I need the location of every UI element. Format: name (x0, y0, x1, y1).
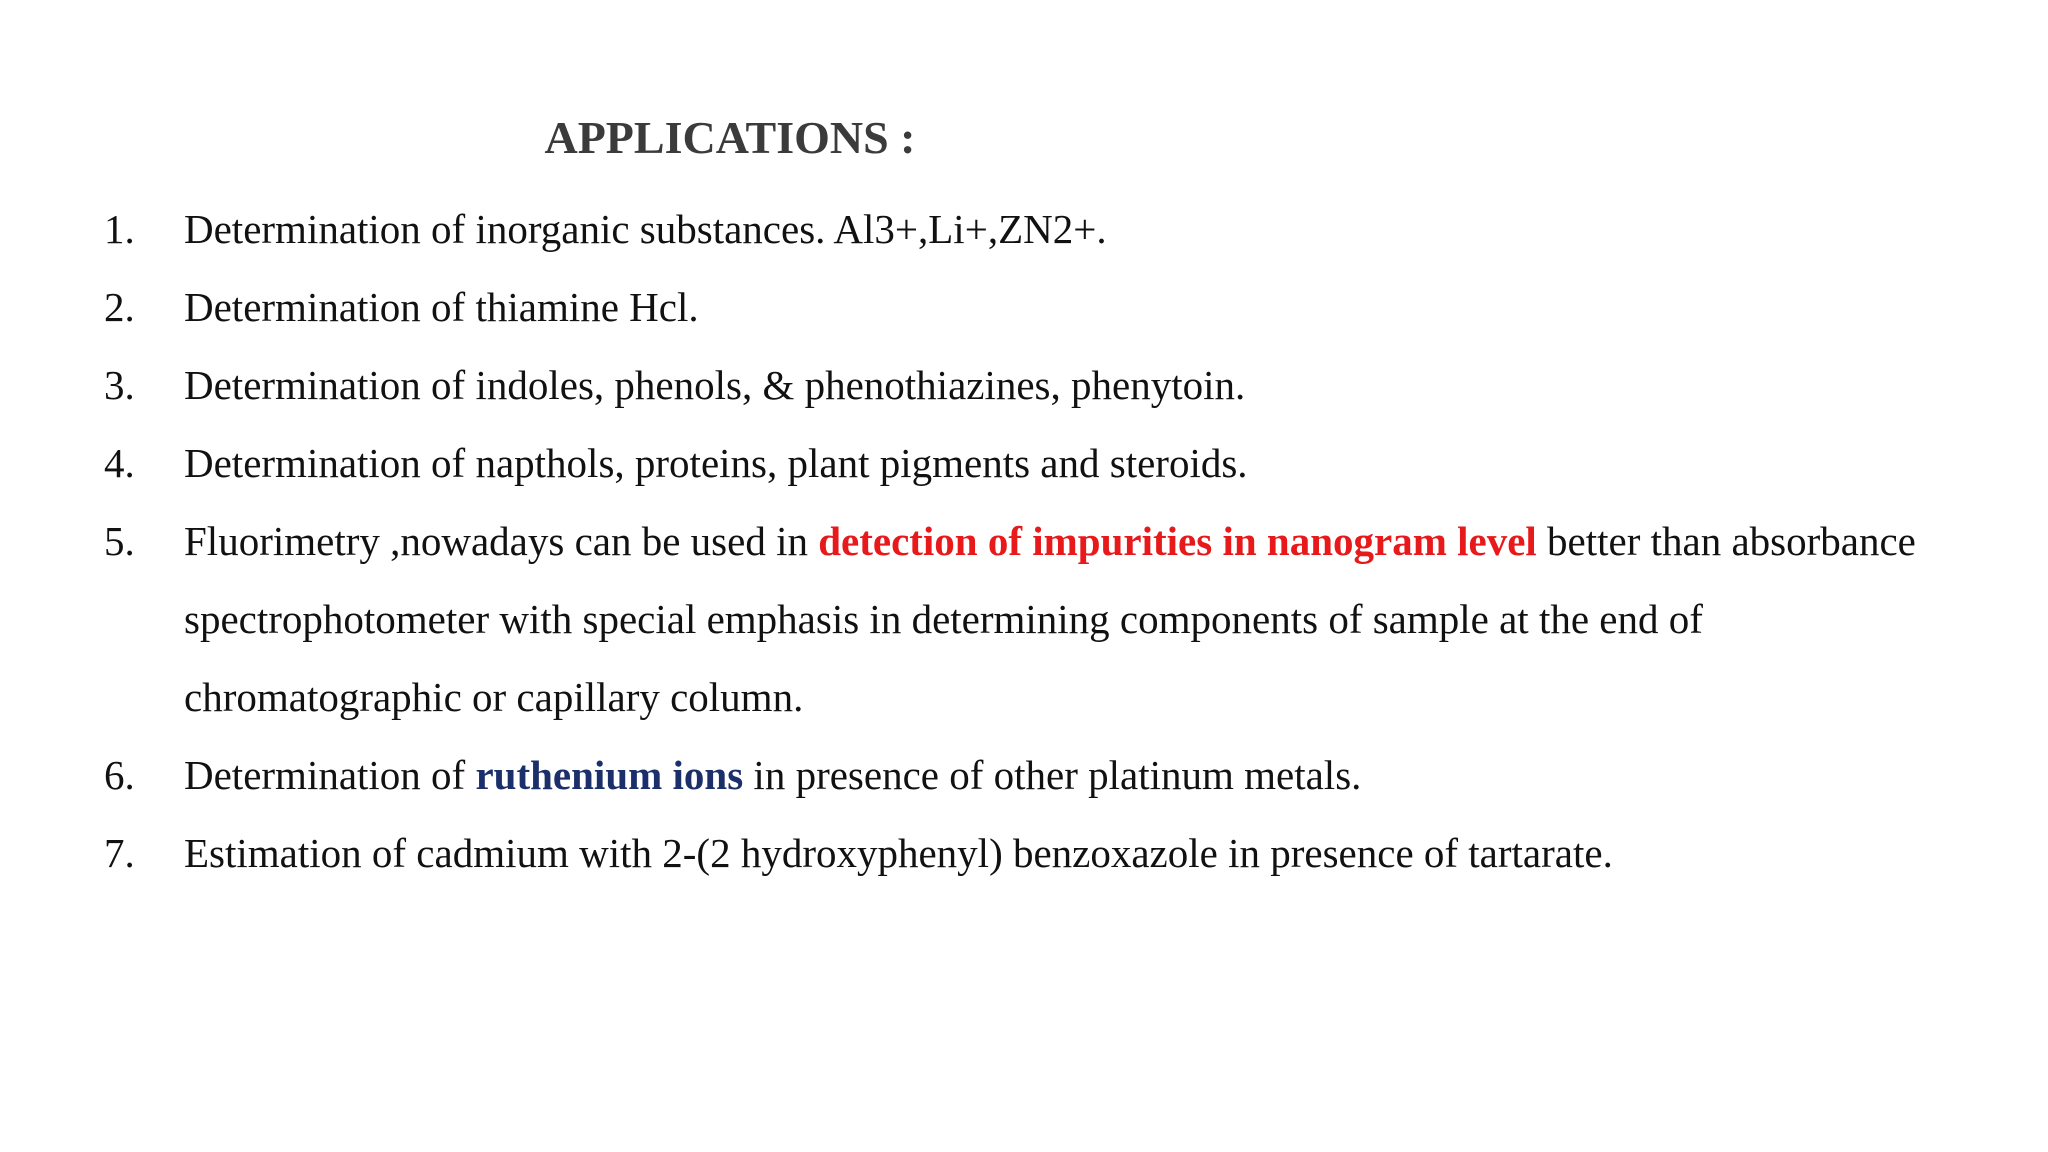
list-item-text: Determination of indoles, phenols, & phenothiazines, phenytoin. (184, 362, 1246, 408)
list-item-number: 2. (104, 284, 135, 330)
list-item-text: Determination of napthols, proteins, plant pigments and steroids. (184, 440, 1248, 486)
list-item (104, 268, 1984, 346)
list-item-number: 1. (104, 206, 135, 252)
list-item-text (184, 736, 1984, 814)
list-item-text-after: better than absorbance spectrophotometer with special emphasis in determining components of sample at the end of chromatographic or capillary column. (184, 518, 1916, 720)
highlight-blue-text: ruthenium ions (475, 752, 744, 798)
list-item (104, 424, 1984, 502)
applications-list (104, 190, 1984, 892)
highlight-red-text: detection of impurities in nanogram level (818, 518, 1537, 564)
list-item-number: 6. (104, 752, 135, 798)
list-item (104, 346, 1984, 424)
list-item (104, 190, 1984, 268)
list-item (104, 814, 1984, 892)
slide-title: APPLICATIONS : (544, 112, 916, 163)
list-item-text: Estimation of cadmium with 2-(2 hydroxyphenyl) benzoxazole in presence of tartarate. (184, 830, 1613, 876)
list-item-number: 5. (104, 518, 135, 564)
list-item-number: 3. (104, 362, 135, 408)
list-item-text-before: Determination of (184, 752, 476, 798)
list-item (104, 502, 1984, 736)
list-item-number: 4. (104, 440, 135, 486)
list-item (104, 736, 1984, 814)
list-item-number: 7. (104, 830, 135, 876)
list-item-text (184, 502, 1984, 736)
list-item-text-before: Fluorimetry ,nowadays can be used in (184, 518, 819, 564)
list-item-text-after: in presence of other platinum metals. (743, 752, 1362, 798)
list-item-text: Determination of inorganic substances. Al3+,Li+,ZN2+. (184, 206, 1107, 252)
list-item-text: Determination of thiamine Hcl. (184, 284, 699, 330)
